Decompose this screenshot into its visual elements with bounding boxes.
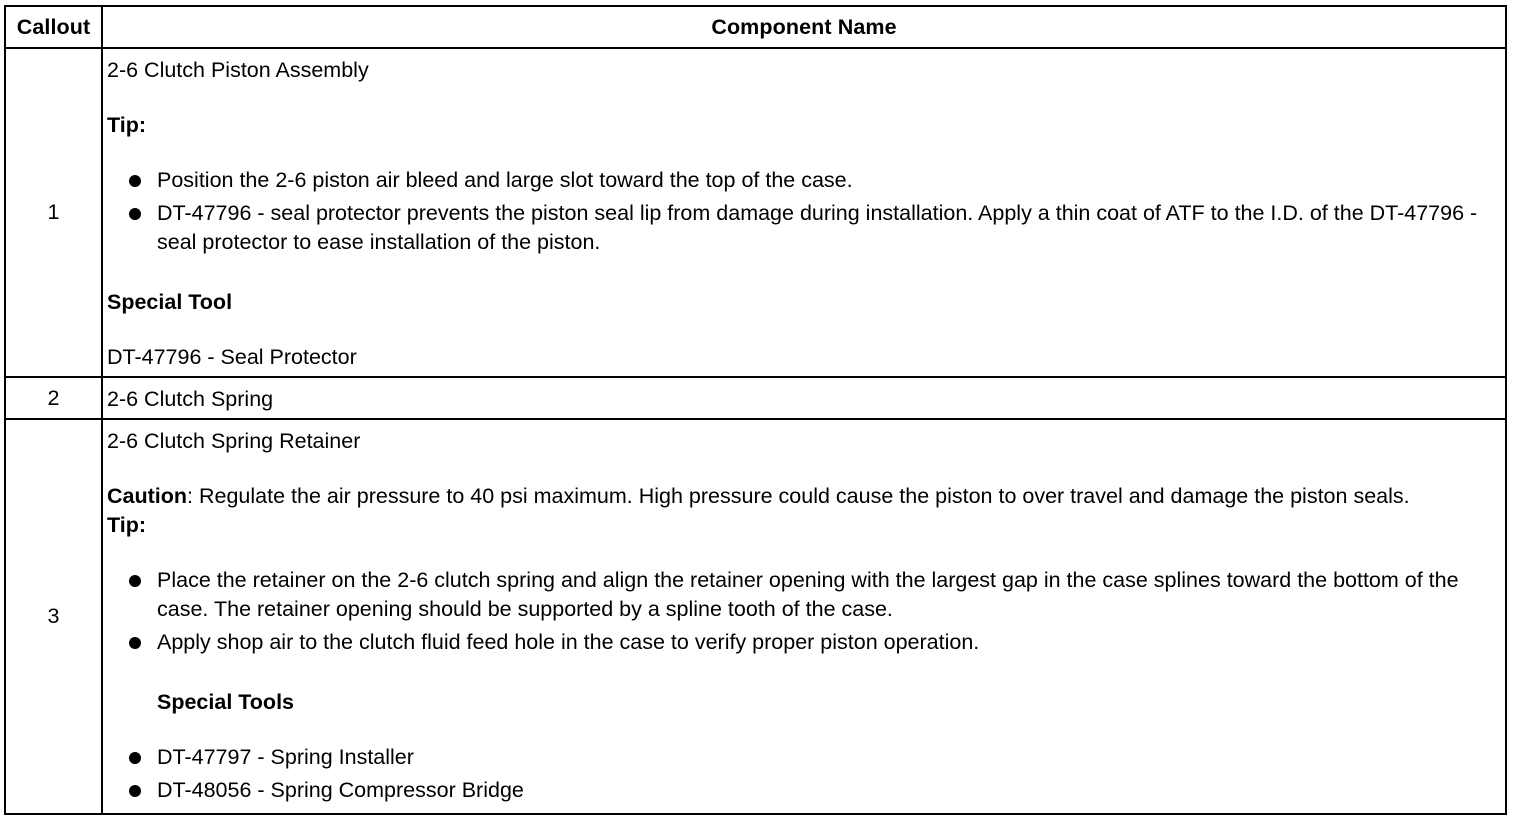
component-cell <box>102 377 1506 419</box>
tip-label: Tip: <box>107 113 147 137</box>
table-row <box>5 419 1506 814</box>
component-name: 2-6 Clutch Spring Retainer <box>107 429 361 453</box>
special-tools-list <box>107 743 1497 805</box>
table-header-row <box>5 6 1506 48</box>
table-row <box>5 48 1506 377</box>
list-item: Apply shop air to the clutch fluid feed hole in the case to verify proper piston operation. <box>107 628 1497 657</box>
component-name: 2-6 Clutch Spring <box>107 387 274 411</box>
tip-list <box>107 566 1497 657</box>
caution-text: : Regulate the air pressure to 40 psi maximum. High pressure could cause the piston to over travel and damage the piston seals. <box>187 484 1410 508</box>
component-name-column-header: Component Name <box>102 6 1506 48</box>
special-tool-value: DT-47796 - Seal Protector <box>107 345 357 369</box>
list-item: DT-47796 - seal protector prevents the piston seal lip from damage during installation. Apply a thin coat of ATF to the I.D. of the DT-47796 - seal protector to ease installation of the piston. <box>107 199 1497 257</box>
caution-label: Caution <box>107 484 188 508</box>
component-cell <box>102 48 1506 377</box>
special-tools-label: Special Tools <box>157 690 294 714</box>
tip-label: Tip: <box>107 513 147 537</box>
component-table <box>4 5 1507 815</box>
list-item: Place the retainer on the 2-6 clutch spring and align the retainer opening with the largest gap in the case splines toward the bottom of the case. The retainer opening should be supported by a spline tooth of the case. <box>107 566 1497 624</box>
callout-column-header: Callout <box>5 6 102 48</box>
component-name: 2-6 Clutch Piston Assembly <box>107 58 369 82</box>
special-tool-label: Special Tool <box>107 290 233 314</box>
component-cell <box>102 419 1506 814</box>
caution-note <box>107 482 1497 511</box>
callout-number: 2 <box>5 377 102 419</box>
tip-list <box>107 166 1497 257</box>
list-item: DT-47797 - Spring Installer <box>107 743 1497 772</box>
table-row <box>5 377 1506 419</box>
callout-number: 3 <box>5 419 102 814</box>
list-item: Position the 2-6 piston air bleed and large slot toward the top of the case. <box>107 166 1497 195</box>
callout-number: 1 <box>5 48 102 377</box>
list-item: DT-48056 - Spring Compressor Bridge <box>107 776 1497 805</box>
